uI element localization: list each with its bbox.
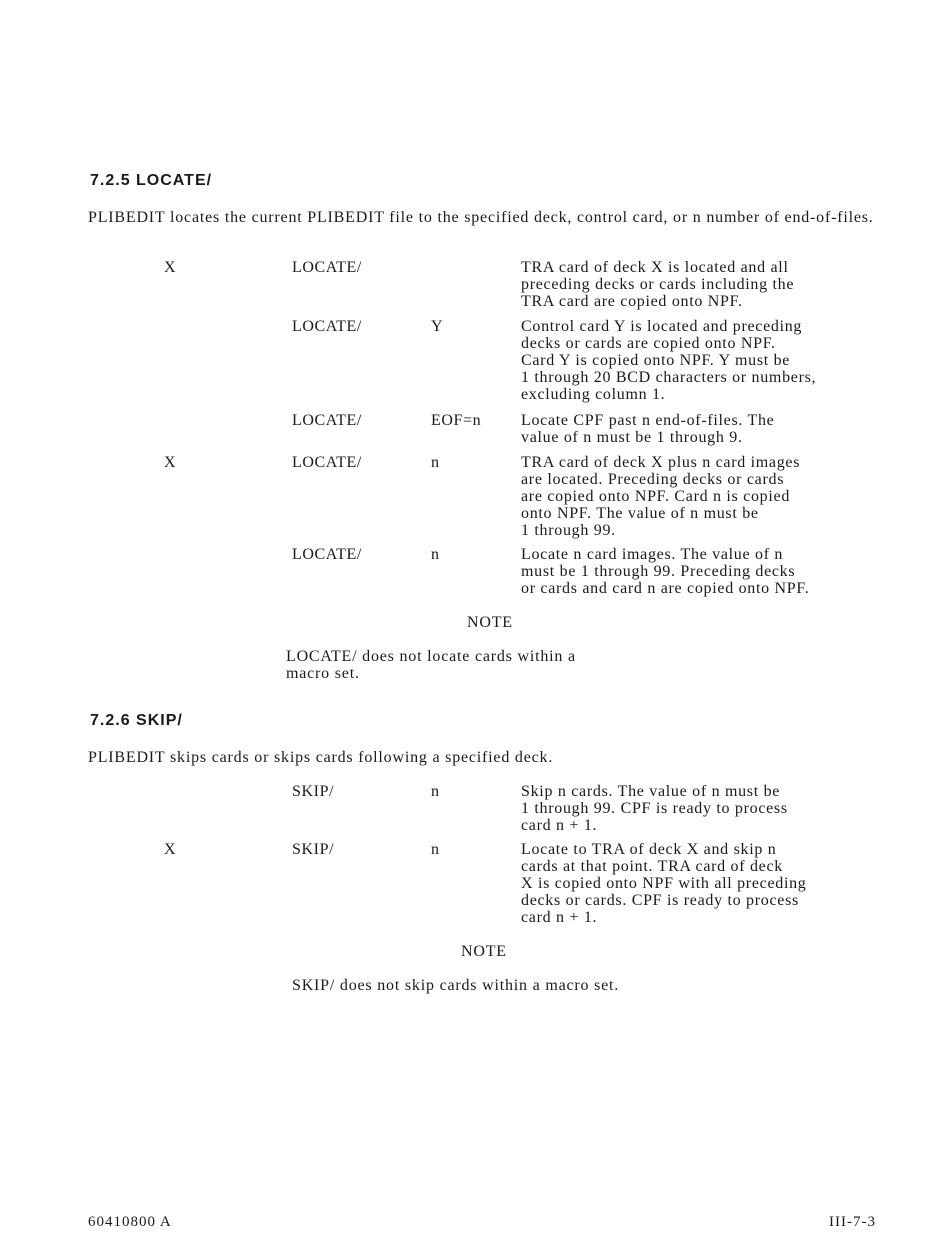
row-command: LOCATE/ — [292, 412, 362, 429]
description-line: Locate CPF past n end-of-files. The — [521, 412, 775, 429]
note-text-skip — [292, 977, 619, 994]
description-line: card n + 1. — [521, 817, 598, 834]
description-line: or cards and card n are copied onto NPF. — [521, 580, 810, 597]
row-operand: n — [431, 841, 440, 858]
description-line: TRA card of deck X plus n card images — [521, 454, 801, 471]
row-description — [521, 841, 921, 926]
row-operand: n — [431, 783, 440, 800]
row-command: SKIP/ — [292, 841, 335, 858]
row-command: LOCATE/ — [292, 546, 362, 563]
section-intro-skip: PLIBEDIT skips cards or skips cards following a specified deck. — [88, 749, 554, 766]
row-deck-param: X — [164, 454, 177, 471]
description-line: card n + 1. — [521, 909, 598, 926]
description-line: are located. Preceding decks or cards — [521, 471, 785, 488]
row-command: LOCATE/ — [292, 259, 362, 276]
description-line: Locate n card images. The value of n — [521, 546, 784, 563]
description-line: 1 through 99. — [521, 522, 616, 539]
description-line: Control card Y is located and preceding — [521, 318, 803, 335]
section-heading-locate: 7.2.5 LOCATE/ — [90, 172, 213, 189]
row-command: LOCATE/ — [292, 454, 362, 471]
note-line: SKIP/ does not skip cards within a macro set. — [292, 977, 620, 994]
row-command: SKIP/ — [292, 783, 335, 800]
note-title-skip: NOTE — [461, 943, 507, 960]
description-line: decks or cards are copied onto NPF. — [521, 335, 776, 352]
row-description — [521, 454, 921, 539]
description-line: decks or cards. CPF is ready to process — [521, 892, 799, 909]
row-description — [521, 412, 921, 446]
section-heading-skip: 7.2.6 SKIP/ — [90, 712, 183, 729]
page-number: III-7-3 — [829, 1214, 876, 1230]
description-line: Locate to TRA of deck X and skip n — [521, 841, 777, 858]
description-line: onto NPF. The value of n must be — [521, 505, 759, 522]
description-line: 1 through 99. CPF is ready to process — [521, 800, 788, 817]
description-line: are copied onto NPF. Card n is copied — [521, 488, 791, 505]
row-operand: Y — [431, 318, 444, 335]
description-line: value of n must be 1 through 9. — [521, 429, 743, 446]
row-description — [521, 318, 921, 403]
row-description — [521, 546, 921, 597]
section-intro-locate: PLIBEDIT locates the current PLIBEDIT file to the specified deck, control card, or n number of end-of-files. — [88, 209, 874, 226]
row-deck-param: X — [164, 259, 177, 276]
row-deck-param: X — [164, 841, 177, 858]
row-description — [521, 259, 921, 310]
row-description — [521, 783, 921, 834]
row-operand: EOF=n — [431, 412, 482, 429]
description-line: must be 1 through 99. Preceding decks — [521, 563, 796, 580]
row-command: LOCATE/ — [292, 318, 362, 335]
description-line: TRA card of deck X is located and all — [521, 259, 789, 276]
note-line: LOCATE/ does not locate cards within a — [286, 648, 576, 665]
description-line: cards at that point. TRA card of deck — [521, 858, 783, 875]
description-line: Skip n cards. The value of n must be — [521, 783, 781, 800]
description-line: TRA card are copied onto NPF. — [521, 293, 743, 310]
document-number: 60410800 A — [88, 1214, 172, 1230]
description-line: excluding column 1. — [521, 386, 666, 403]
row-operand: n — [431, 546, 440, 563]
description-line: X is copied onto NPF with all preceding — [521, 875, 807, 892]
row-operand: n — [431, 454, 440, 471]
description-line: Card Y is copied onto NPF. Y must be — [521, 352, 791, 369]
note-line: macro set. — [286, 665, 360, 682]
description-line: preceding decks or cards including the — [521, 276, 795, 293]
note-title-locate: NOTE — [467, 614, 513, 631]
note-text-locate — [286, 648, 576, 682]
description-line: 1 through 20 BCD characters or numbers, — [521, 369, 817, 386]
